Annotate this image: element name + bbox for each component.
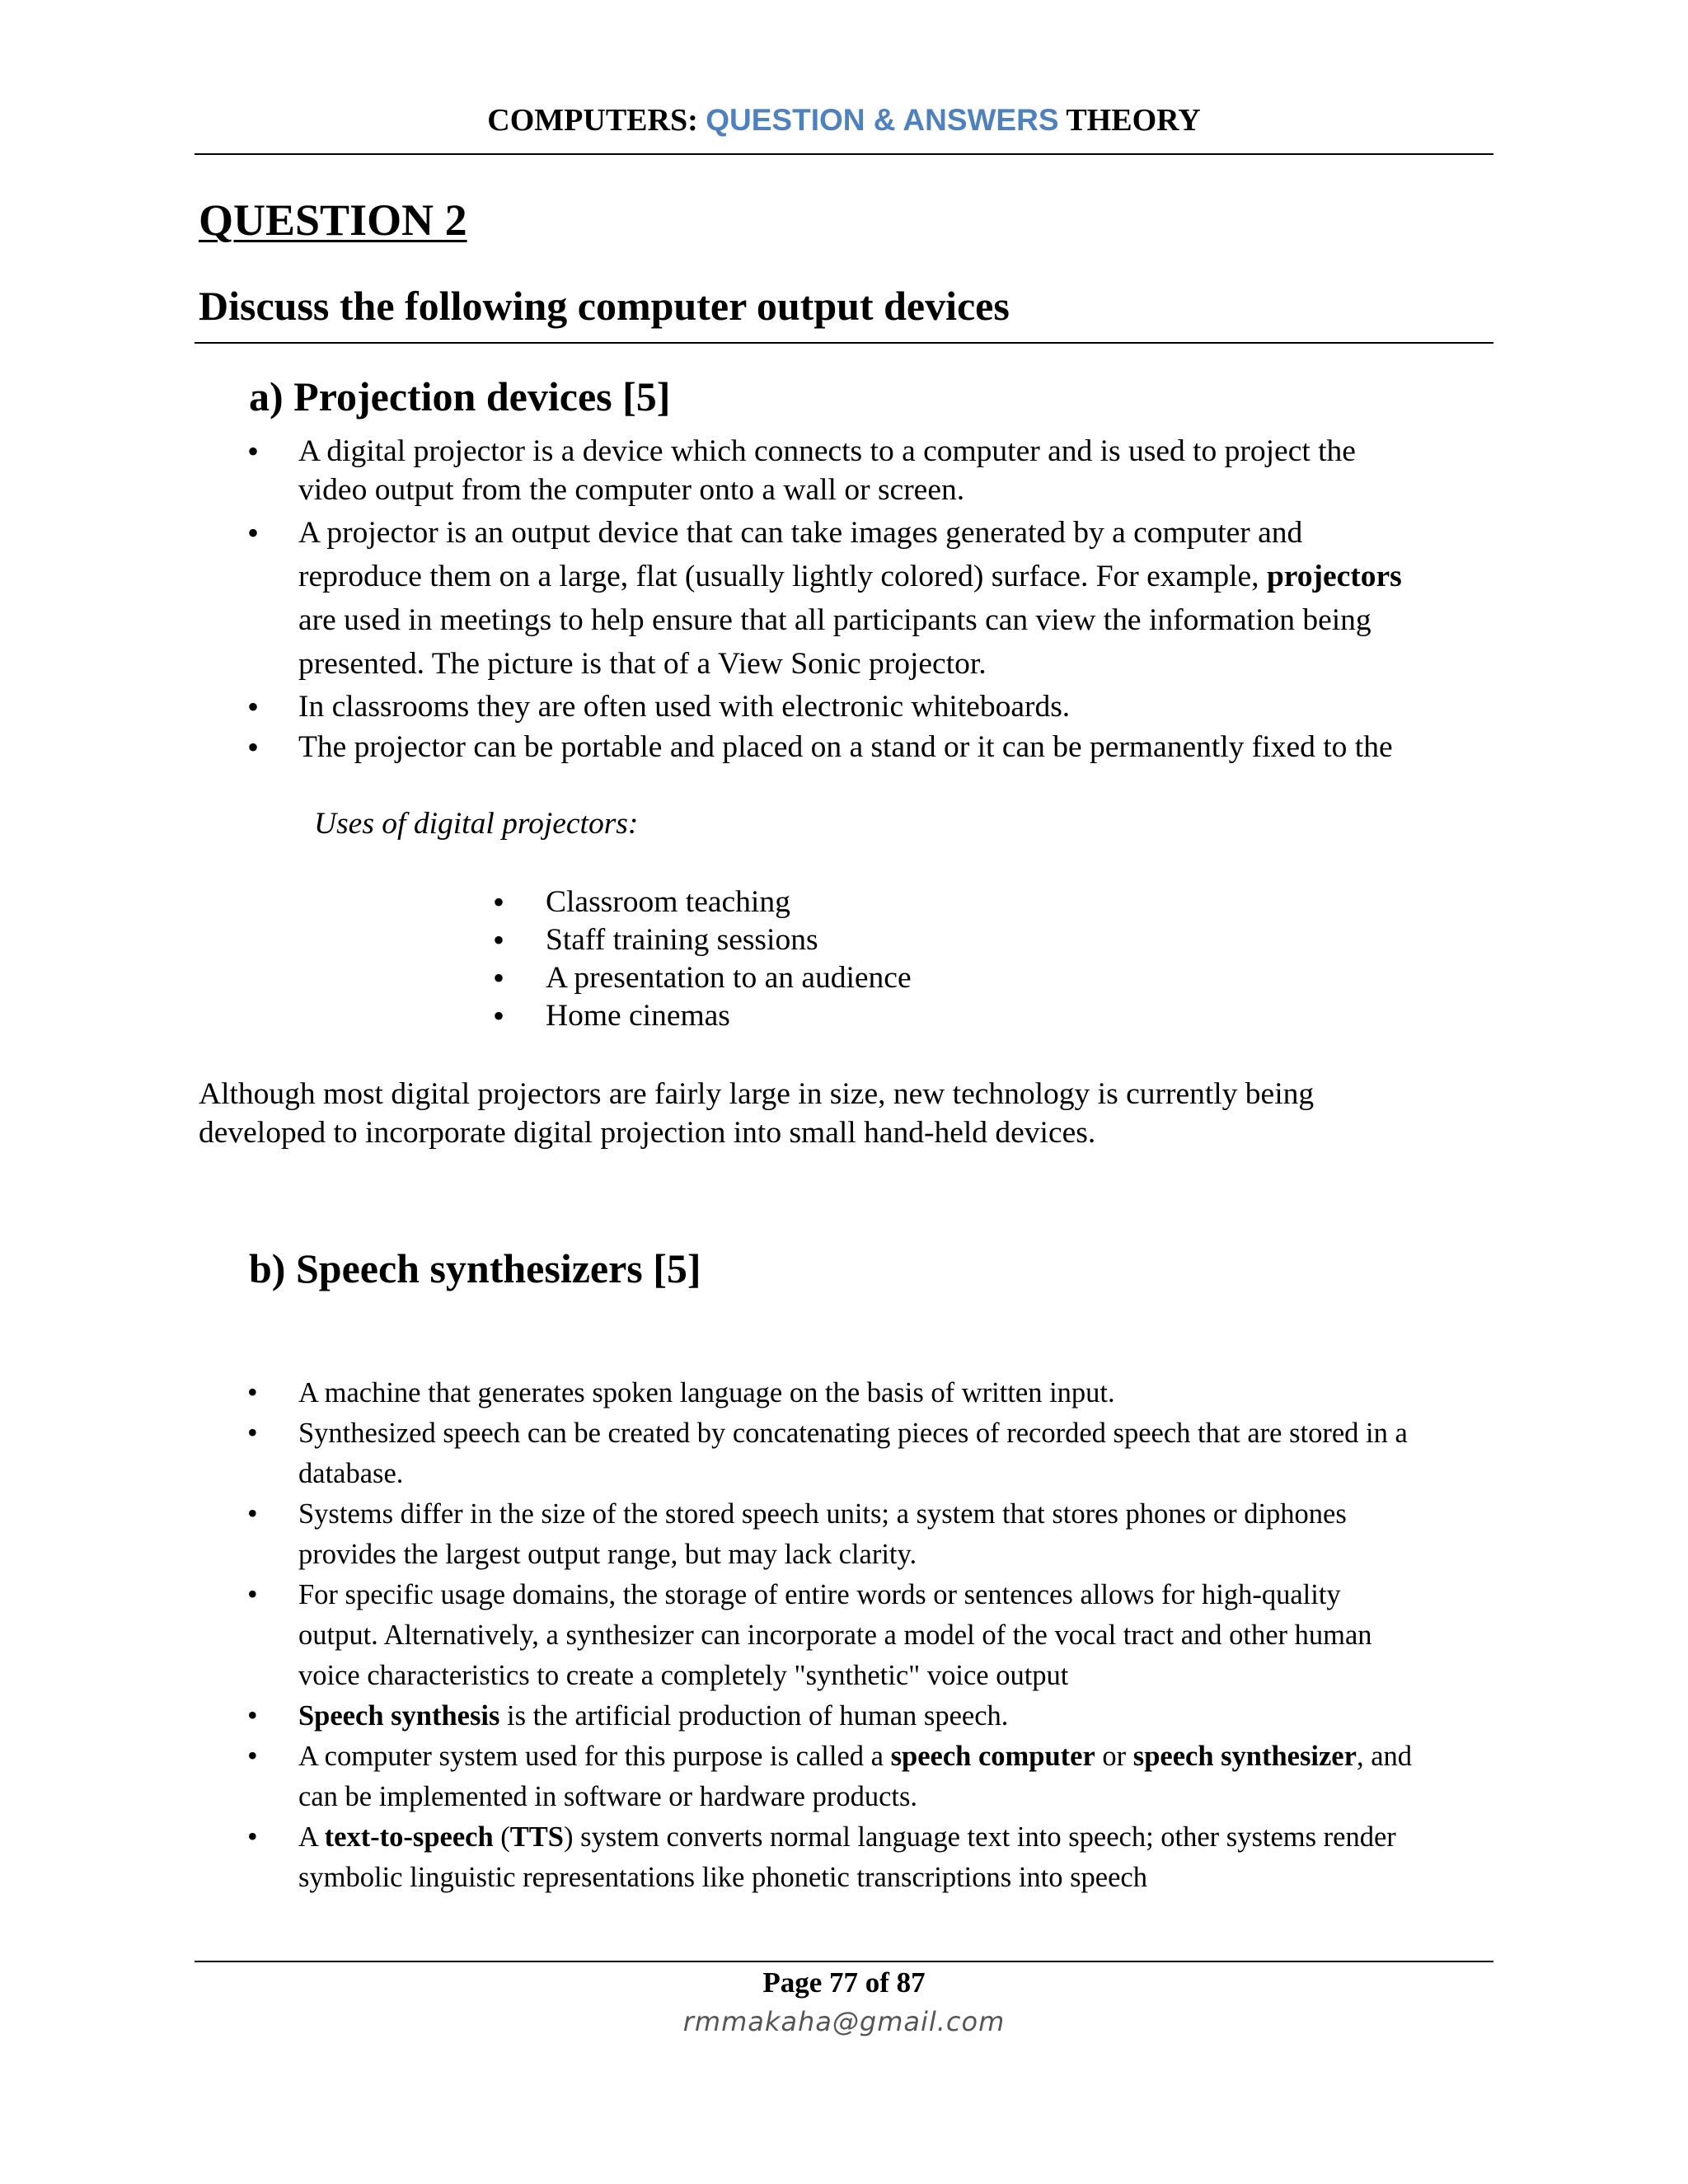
list-item: • The projector can be portable and placed on a stand or it can be permanently fixed to the [247,729,1393,766]
header-accent: QUESTION & ANSWERS [706,103,1059,137]
list-item: • Synthesized speech can be created by concatenating pieces of recorded speech that are stored in a database. [298,1413,1412,1494]
question-heading: Discuss the following computer output devices [199,283,1010,329]
header-prefix: COMPUTERS [487,103,688,138]
list-item: • A projector is an output device that can take images generated by a computer and reproduce them on a large, flat (usually lightly colored) surface. For example, projectors are used in meetings to help ensure that all participants can view the information being presented. The picture is that of a View Sonic projector. [298,511,1402,686]
section-b-heading: b) Speech synthesizers [5] [249,1245,701,1291]
list-item: • A computer system used for this purpose is called a speech computer or speech synthesizer, and can be implemented in software or hardware products. [298,1736,1412,1817]
bullet-icon: • [493,921,505,958]
uses-list [493,883,912,1035]
list-item: • A machine that generates spoken language on the basis of written input. [298,1373,1412,1413]
header-suffix: THEORY [1058,103,1201,138]
bullet-icon: • [247,1739,258,1772]
bullet-icon: • [247,1416,258,1449]
uses-heading: Uses of digital projectors: [314,807,639,841]
page-header [195,102,1493,138]
section-a-heading: a) Projection devices [5] [249,373,671,419]
list-item: • Systems differ in the size of the stored speech units; a system that stores phones or diphones provides the largest output range, but may lack clarity. [298,1494,1412,1575]
list-item: • A text-to-speech (TTS) system converts normal language text into speech; other systems render symbolic linguistic representations like phonetic transcriptions into speech [298,1817,1412,1898]
speech-bullet-list [247,1373,1413,1898]
bullet-icon: • [247,514,260,551]
list-item: • Staff training sessions [493,921,818,958]
bullet-icon: • [493,997,505,1034]
bullet-icon: • [247,1376,258,1408]
bullet-icon: • [247,1820,258,1853]
header-rule [195,153,1493,155]
bullet-icon: • [493,883,505,921]
heading-rule [195,342,1493,344]
projection-bullet-list [247,432,1402,768]
footer-email: rmmakaha@gmail.com [682,2006,1006,2037]
bullet-icon: • [247,1497,258,1530]
list-item: • For specific usage domains, the storage of entire words or sentences allows for high-quality output. Alternatively, a synthesizer can incorporate a model of the vocal tract and other human voice characteristics to create a completely "synthetic" voice output [298,1575,1412,1696]
list-item: • Home cinemas [493,997,730,1034]
list-item: • Speech synthesis is the artificial production of human speech. [298,1696,1412,1736]
list-item: • Classroom teaching [493,883,790,921]
footer-rule [195,1961,1493,1962]
question-title: QUESTION 2 [199,195,467,245]
bullet-icon: • [247,688,260,725]
closing-paragraph: Although most digital projectors are fairly large in size, new technology is currently being developed to incorporate digital projection into small hand-held devices. [199,1077,1315,1150]
page-number: Page 77 of 87 [762,1966,926,1999]
list-item: • A digital projector is a device which connects to a computer and is used to project the video output from the computer onto a wall or screen. [247,433,1356,507]
header-colon: : [687,103,706,138]
list-item: • A presentation to an audience [493,959,912,996]
list-item: • In classrooms they are often used with electronic whiteboards. [247,688,1071,725]
bullet-icon: • [247,729,260,766]
bullet-icon: • [247,1577,258,1610]
bullet-icon: • [247,433,260,470]
bullet-icon: • [493,959,505,996]
bullet-icon: • [247,1699,258,1732]
